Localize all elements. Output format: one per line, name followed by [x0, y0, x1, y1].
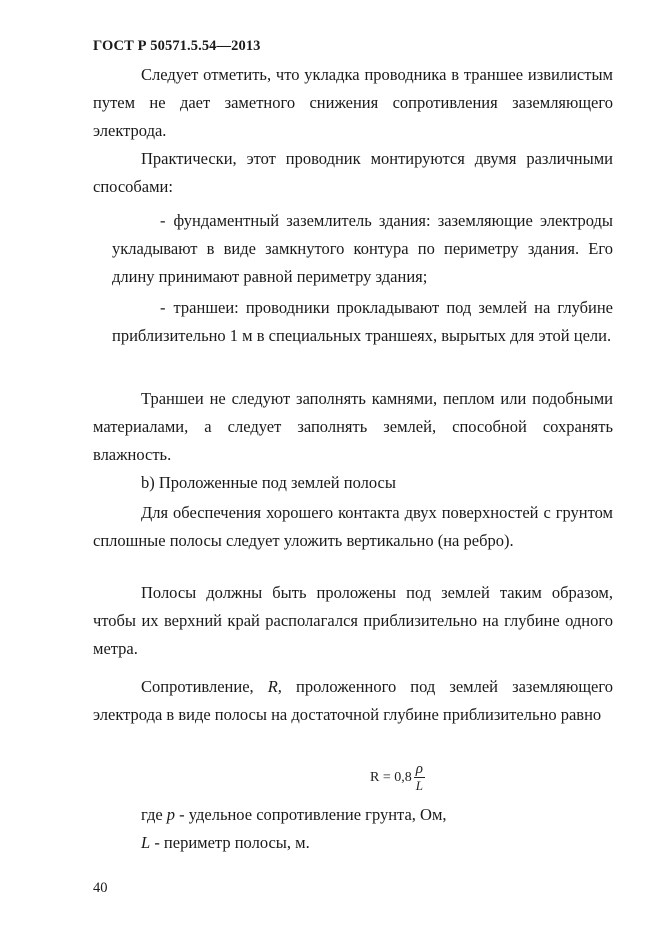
definition-L: [141, 829, 310, 857]
list-item-trenches-text: траншеи: проводники прокладывают под землей на глубине приблизительно 1 м в специальных траншеях, вырытых для этой цели.: [112, 298, 613, 345]
definition-L-symbol: L: [141, 833, 151, 852]
document-header: ГОСТ Р 50571.5.54—2013: [93, 38, 261, 54]
definition-L-text: - периметр полосы, м.: [150, 833, 310, 852]
list-item-foundation-text: фундаментный заземлитель здания: заземляющие электроды укладывают в виде замкнутого контура по периметру здания. Его длину принимают равной периметру здания;: [112, 211, 613, 286]
resistance-text-a: Сопротивление,: [141, 677, 268, 696]
list-dash: -: [160, 211, 166, 230]
paragraph-resistance: [93, 673, 613, 729]
formula-numerator: ρ: [415, 761, 423, 777]
resistance-text-b: проложенного под землей заземляющего электрода в виде полосы на достаточной глубине приблизительно равно: [93, 677, 613, 724]
paragraph-install-methods: Практически, этот проводник монтируются двумя различными способами:: [93, 149, 613, 196]
page-number: 40: [93, 880, 108, 896]
paragraph-strip-contact: Для обеспечения хорошего контакта двух поверхностей с грунтом сплошные полосы следует уложить вертикально (на ребро).: [93, 503, 613, 550]
list-item-foundation: [112, 207, 613, 291]
resistance-symbol: R,: [267, 677, 282, 696]
definition-rho-prefix: где: [141, 805, 167, 824]
formula-fraction: [414, 761, 425, 794]
resistance-formula: [370, 761, 425, 794]
paragraph-trench-note: Следует отметить, что укладка проводника в траншее извилистым путем не дает заметного снижения сопротивления заземляющего электрода.: [93, 65, 613, 140]
list-item-trenches: [112, 294, 613, 350]
formula-denominator: L: [415, 778, 423, 793]
section-heading-strips: b) Проложенные под землей полосы: [141, 473, 396, 492]
paragraph-trench-fill: Траншеи не следуют заполнять камнями, пеплом или подобными материалами, а следует заполнять землей, способной сохранять влажность.: [93, 389, 613, 464]
definition-rho: [141, 801, 447, 829]
definition-rho-symbol: p: [166, 805, 176, 824]
paragraph-strip-depth: Полосы должны быть проложены под землей таким образом, чтобы их верхний край располагался приблизительно на глубине одного метра.: [93, 583, 613, 658]
list-dash: -: [160, 298, 166, 317]
formula-lhs: R = 0,8: [370, 769, 412, 785]
definition-rho-text: - удельное сопротивление грунта, Ом,: [175, 805, 447, 824]
